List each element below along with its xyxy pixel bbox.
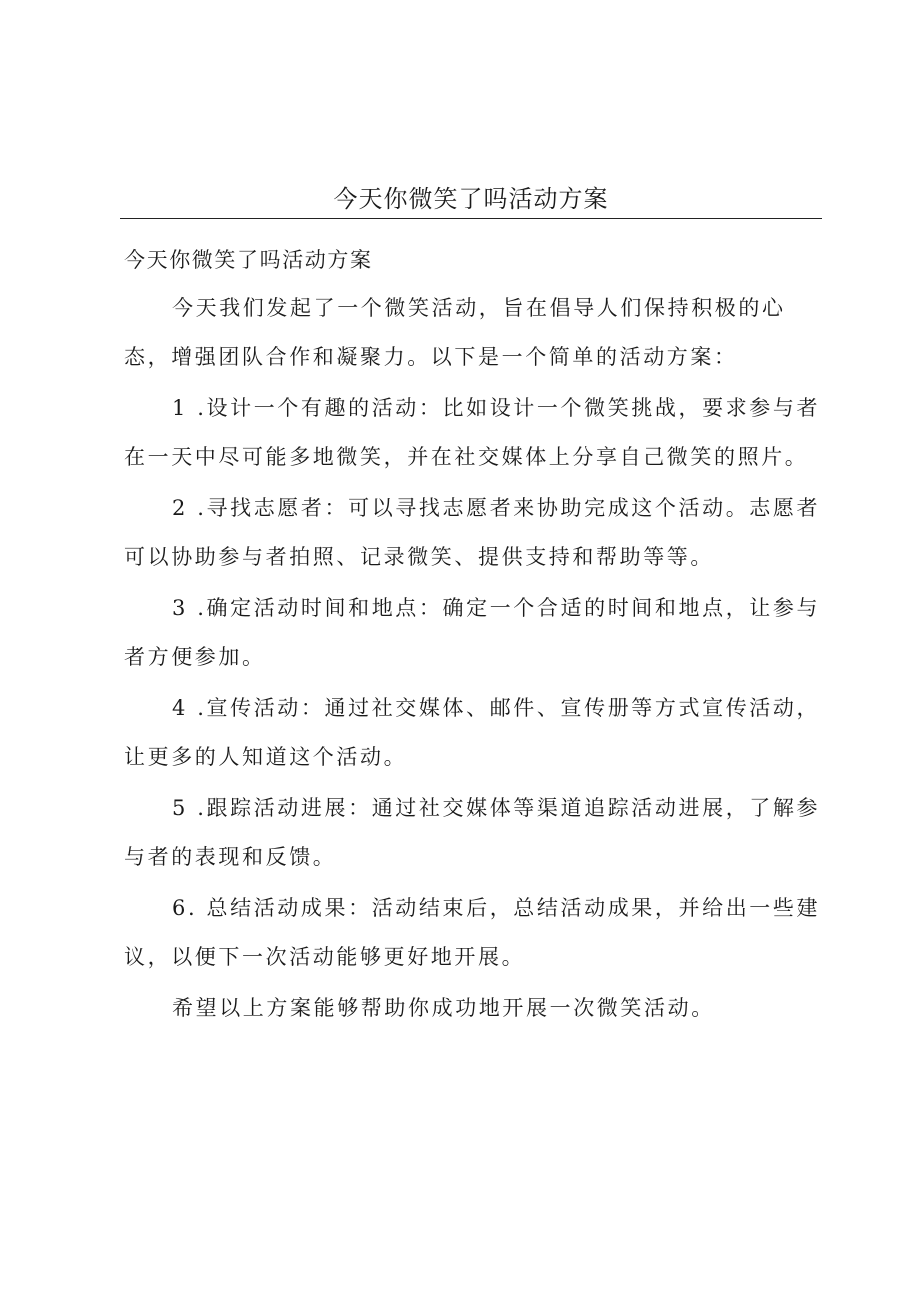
intro-paragraph: 今天我们发起了一个微笑活动，旨在倡导人们保持积极的心态，增强团队合作和凝聚力。以下是一个简单的活动方案： xyxy=(124,296,786,369)
step-item-5: 5 .跟踪活动进展：通过社交媒体等渠道追踪活动进展，了解参与者的表现和反馈。 xyxy=(124,796,821,869)
step-item-4: 4 .宣传活动：通过社交媒体、邮件、宣传册等方式宣传活动，让更多的人知道这个活动。 xyxy=(124,696,821,769)
header-divider xyxy=(120,218,822,219)
step-item-6: 6. 总结活动成果：活动结束后，总结活动成果，并给出一些建议，以便下一次活动能够更好地开展。 xyxy=(124,896,821,969)
document-title: 今天你微笑了吗活动方案 xyxy=(124,248,373,272)
step-item-1: 1 .设计一个有趣的活动：比如设计一个微笑挑战，要求参与者在一天中尽可能多地微笑，并在社交媒体上分享自己微笑的照片。 xyxy=(124,396,821,469)
document-body xyxy=(124,240,824,1033)
page-header-title: 今天你微笑了吗活动方案 xyxy=(333,185,609,213)
step-item-3: 3 .确定活动时间和地点：确定一个合适的时间和地点，让参与者方便参加。 xyxy=(124,596,821,669)
closing-paragraph: 希望以上方案能够帮助你成功地开展一次微笑活动。 xyxy=(172,996,715,1020)
step-item-2: 2 .寻找志愿者：可以寻找志愿者来协助完成这个活动。志愿者可以协助参与者拍照、记录微笑、提供支持和帮助等等。 xyxy=(124,496,821,569)
